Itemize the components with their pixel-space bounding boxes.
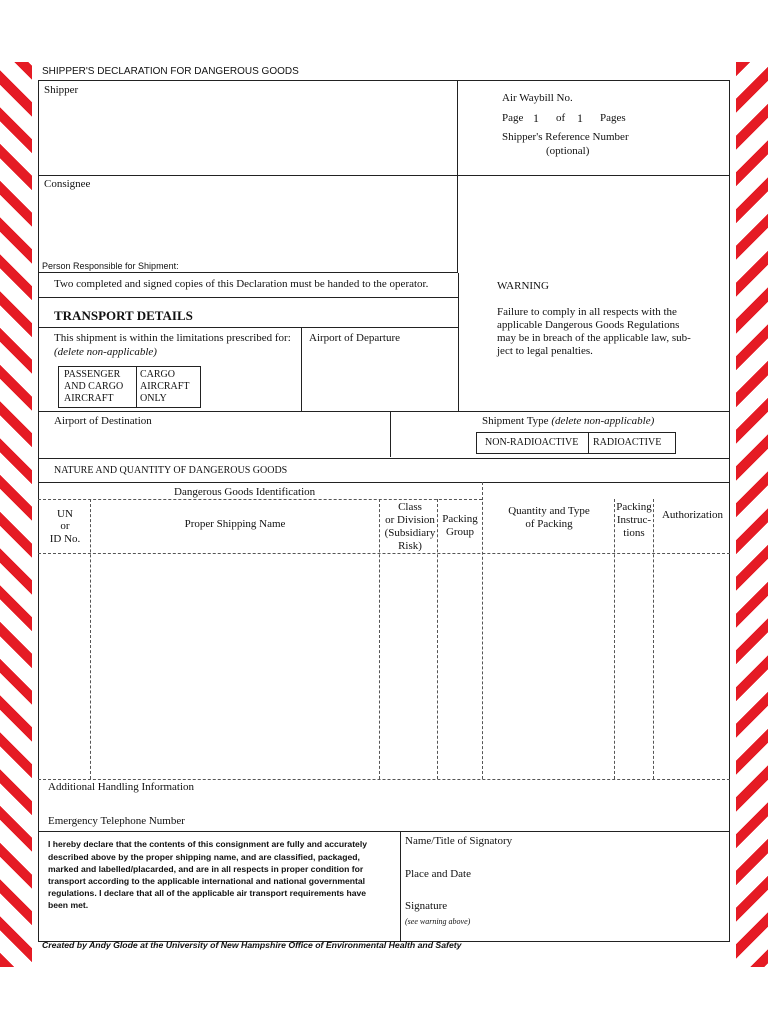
column-header-un: ID No. (49, 533, 81, 545)
declaration-text: I hereby declare that the contents of this consignment are fully and accurately (48, 839, 368, 849)
credit-line: Created by Andy Glode at the University of New Hampshire Office of Environmental Health and Safety (42, 940, 462, 950)
column-header-class: or Division (385, 514, 435, 526)
warning-title: WARNING (497, 280, 549, 292)
hazard-stripe-left (0, 62, 32, 967)
column-header-class: Risk) (398, 540, 422, 552)
see-warning-note: (see warning above) (405, 917, 471, 926)
departure-airport-label: Airport of Departure (309, 332, 401, 344)
divider (38, 327, 458, 328)
radioactive-option[interactable]: RADIOACTIVE (593, 437, 662, 448)
cargo-aircraft-text: CARGO (140, 369, 176, 380)
page-label: Page (502, 112, 524, 124)
shipper-label: Shipper (44, 84, 79, 96)
non-radioactive-option[interactable]: NON-RADIOACTIVE (485, 437, 579, 448)
column-header-authorization: Authorization (661, 509, 724, 521)
divider (38, 779, 730, 780)
divider (38, 411, 730, 412)
declaration-text: regulations. I declare that all of the applicable air transport requirements have (48, 888, 367, 898)
limitations-text: This shipment is within the limitations prescribed for: (54, 332, 291, 344)
passenger-aircraft-text: AIRCRAFT (64, 393, 114, 404)
divider (38, 297, 458, 298)
divider (301, 327, 302, 411)
of-label: of (556, 112, 566, 124)
delete-non-applicable-note: (delete non-applicable) (54, 346, 157, 358)
signatory-label: Name/Title of Signatory (405, 835, 513, 847)
place-date-label: Place and Date (405, 868, 471, 880)
column-header-shipping-name: Proper Shipping Name (184, 518, 286, 530)
divider (390, 411, 391, 457)
dangerous-goods-entry-area[interactable] (40, 556, 728, 776)
column-header-class: Class (398, 501, 422, 513)
warning-text: applicable Dangerous Goods Regulations (497, 319, 680, 331)
divider (38, 482, 730, 483)
copies-note: Two completed and signed copies of this Declaration must be handed to the operator. (54, 278, 429, 290)
warning-text: Failure to comply in all respects with the (497, 306, 677, 318)
divider (38, 458, 730, 459)
divider (458, 175, 730, 176)
column-header-un: UN (57, 508, 73, 520)
shipment-type-label: Shipment Type (delete non-applicable) (482, 415, 655, 427)
divider (38, 499, 482, 500)
column-header-packing-instructions: tions (623, 527, 645, 539)
signature-label: Signature (405, 900, 448, 912)
page-number: 1 (533, 111, 539, 125)
dg-identification-label: Dangerous Goods Identification (174, 486, 316, 498)
column-header-packing-instructions: Instruc- (616, 514, 652, 526)
air-waybill-label: Air Waybill No. (502, 92, 573, 104)
optional-label: (optional) (546, 145, 590, 157)
column-header-packing-group: Packing (442, 513, 478, 525)
consignee-label: Consignee (44, 178, 91, 190)
column-header-quantity: of Packing (525, 518, 573, 530)
passenger-aircraft-text: PASSENGER (64, 369, 121, 380)
declaration-text: been met. (48, 900, 89, 910)
column-header-un: or (60, 520, 70, 532)
form-title: SHIPPER'S DECLARATION FOR DANGEROUS GOODS (42, 66, 299, 77)
cargo-aircraft-text: ONLY (140, 393, 167, 404)
hazard-stripe-right (736, 62, 768, 967)
column-header-packing-instructions: Packing (616, 501, 652, 513)
divider (400, 831, 401, 942)
shipper-field[interactable] (38, 80, 458, 176)
nature-quantity-label: NATURE AND QUANTITY OF DANGEROUS GOODS (54, 465, 288, 476)
divider (136, 366, 137, 408)
person-responsible-label: Person Responsible for Shipment: (42, 261, 179, 271)
emergency-phone-label: Emergency Telephone Number (48, 815, 185, 827)
destination-airport-label: Airport of Destination (54, 415, 152, 427)
divider (38, 831, 730, 832)
column-header-packing-group: Group (445, 526, 475, 538)
page-total: 1 (577, 111, 583, 125)
warning-text: may be in breach of the applicable law, sub- (497, 332, 691, 344)
declaration-text: described above by the proper shipping name, and are classified, packaged, (48, 852, 360, 862)
transport-details-title: TRANSPORT DETAILS (54, 308, 193, 323)
passenger-aircraft-text: AND CARGO (64, 381, 124, 392)
column-header-class: (Subsidiary (384, 527, 436, 539)
divider (458, 273, 459, 411)
reference-number-label: Shipper's Reference Number (502, 131, 629, 143)
handling-info-label: Additional Handling Information (48, 781, 195, 793)
column-header-quantity: Quantity and Type (508, 505, 590, 517)
warning-text: ject to legal penalties. (497, 345, 593, 357)
declaration-text: marked and labelled/placarded, and are in all respects in proper condition for (48, 864, 364, 874)
consignee-field[interactable] (38, 175, 458, 273)
divider (588, 432, 589, 454)
declaration-text: transport according to the applicable international and national governmental (48, 876, 366, 886)
pages-label: Pages (600, 112, 626, 124)
cargo-aircraft-text: AIRCRAFT (140, 381, 190, 392)
